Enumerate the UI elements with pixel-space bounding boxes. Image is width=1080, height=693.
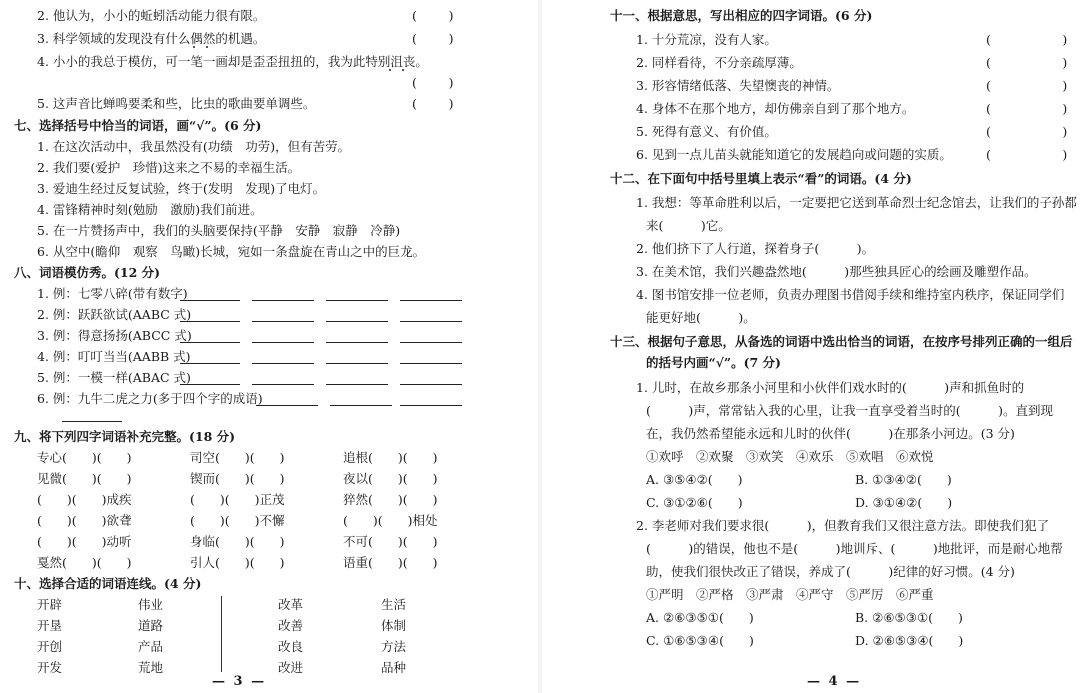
answer-blank[interactable] <box>252 363 314 364</box>
q7-item[interactable]: 6. 从空中(瞻仰 观察 鸟瞰)长城，宛如一条盘旋在青山之中的巨龙。 <box>37 244 426 259</box>
q9-cell[interactable]: 身临( )( ) <box>190 534 285 549</box>
emphasis-dot <box>402 69 404 71</box>
q6-answer-5[interactable]: ( ) <box>412 96 454 111</box>
emphasis-dot <box>193 46 195 48</box>
q11-answer[interactable]: ( ) <box>986 147 1068 162</box>
q6-answer-2[interactable]: ( ) <box>412 8 454 23</box>
q9-cell[interactable]: ( )( )不懈 <box>190 513 285 528</box>
answer-blank[interactable] <box>400 384 462 385</box>
q13-1-option-b[interactable]: B. ①③④②( ) <box>855 472 952 487</box>
q13-1-line[interactable]: ( )声，常常钻入我的心里，让我一直享受着当时的( )。直到现 <box>646 403 1054 418</box>
q10-word[interactable]: 伟业 <box>138 597 164 612</box>
q13-1-line[interactable]: 在，我仍然希望能永远和儿时的伙伴( )在那条小河边。(3 分) <box>646 426 1015 441</box>
answer-blank[interactable] <box>326 363 388 364</box>
q10-word[interactable]: 道路 <box>138 618 164 633</box>
q8-item: 3. 例：得意扬扬(ABCC 式) <box>37 328 192 343</box>
q13-2-line[interactable]: 2. 李老师对我们要求很( )，但教育我们又很注意方法。即使我们犯了 <box>636 518 1050 533</box>
q13-2-option-a[interactable]: A. ②⑥③⑤①( ) <box>646 610 754 625</box>
q9-cell[interactable]: ( )( )动听 <box>37 534 132 549</box>
q10-title: 十、选择合适的词语连线。(4 分) <box>14 576 202 591</box>
q8-item: 4. 例：叮叮当当(AABB 式) <box>37 349 191 364</box>
q9-cell[interactable]: 夜以( )( ) <box>343 471 438 486</box>
q9-cell[interactable]: ( )( )成疾 <box>37 492 132 507</box>
q11-item: 5. 死得有意义、有价值。 <box>636 124 777 139</box>
emphasis-dot <box>206 46 208 48</box>
q7-title: 七、选择括号中恰当的词语，画“√”。(6 分) <box>14 118 262 133</box>
q10-word[interactable]: 品种 <box>381 660 407 675</box>
q11-item: 1. 十分荒凉，没有人家。 <box>636 32 777 47</box>
q13-title: 十三、根据句子意思，从备选的词语中选出恰当的词语，在按序号排列正确的一组后 <box>610 334 1073 349</box>
q13-2-option-c[interactable]: C. ①⑥⑤③④( ) <box>646 633 754 648</box>
q9-cell[interactable]: 戛然( )( ) <box>37 555 132 570</box>
answer-blank[interactable] <box>400 342 462 343</box>
q10-word[interactable]: 改善 <box>278 618 304 633</box>
q10-word[interactable]: 开辟 <box>37 597 63 612</box>
emphasis-dot <box>389 69 391 71</box>
page-number: — 4 — <box>807 674 862 689</box>
answer-blank[interactable] <box>62 421 122 422</box>
q10-word[interactable]: 生活 <box>381 597 407 612</box>
q13-1-option-a[interactable]: A. ③⑤④②( ) <box>646 472 743 487</box>
q10-word[interactable]: 荒地 <box>138 660 164 675</box>
q13-1-option-c[interactable]: C. ③①②⑥( ) <box>646 495 743 510</box>
q9-cell[interactable]: 专心( )( ) <box>37 450 132 465</box>
right-page <box>542 0 1080 693</box>
q12-line[interactable]: 来( )它。 <box>646 218 731 233</box>
q11-title: 十一、根据意思，写出相应的四字词语。(6 分) <box>610 8 873 23</box>
q13-1-line[interactable]: 1. 儿时，在故乡那条小河里和小伙伴们戏水时的( )声和抓鱼时的 <box>636 380 1025 395</box>
answer-blank[interactable] <box>326 321 388 322</box>
answer-blank[interactable] <box>256 405 318 406</box>
q9-cell[interactable]: ( )( )欲聋 <box>37 513 132 528</box>
q6-item-3: 3. 科学领域的发现没有什么偶然的机遇。 <box>37 31 266 46</box>
q10-word[interactable]: 体制 <box>381 618 407 633</box>
answer-blank[interactable] <box>400 321 462 322</box>
answer-blank[interactable] <box>252 384 314 385</box>
q11-answer[interactable]: ( ) <box>986 78 1068 93</box>
q10-word[interactable]: 方法 <box>381 639 407 654</box>
q9-cell[interactable]: 锲而( )( ) <box>190 471 285 486</box>
q9-cell[interactable]: 语重( )( ) <box>343 555 438 570</box>
q7-item[interactable]: 3. 爱迪生经过反复试验，终于(发明 发现)了电灯。 <box>37 181 326 196</box>
q10-word[interactable]: 开创 <box>37 639 63 654</box>
q7-item[interactable]: 4. 雷锋精神时刻(勉励 激励)我们前进。 <box>37 202 263 217</box>
q13-1-choices: ①欢呼 ②欢聚 ③欢笑 ④欢乐 ⑤欢唱 ⑥欢悦 <box>646 449 934 464</box>
q13-2-choices: ①严明 ②严格 ③严肃 ④严守 ⑤严厉 ⑥严重 <box>646 587 934 602</box>
q11-item: 3. 形容情绪低落、失望懊丧的神情。 <box>636 78 840 93</box>
q11-answer[interactable]: ( ) <box>986 32 1068 47</box>
answer-blank[interactable] <box>400 300 462 301</box>
q12-line[interactable]: 3. 在美术馆，我们兴趣盎然地( )那些独具匠心的绘画及雕塑作品。 <box>636 264 1037 279</box>
q9-title: 九、将下列四字词语补充完整。(18 分) <box>14 429 236 444</box>
q6-item-5: 5. 这声音比蝉鸣要柔和些，比虫的歌曲要单调些。 <box>37 96 316 111</box>
q9-cell[interactable]: 猝然( )( ) <box>343 492 438 507</box>
q13-2-line[interactable]: 助，使我们很快改正了错误，养成了( )纪律的好习惯。(4 分) <box>646 564 1015 579</box>
q7-item[interactable]: 5. 在一片赞扬声中，我们的头脑要保持(平静 安静 寂静 冷静) <box>37 223 401 238</box>
q6-item-2: 2. 他认为，小小的蚯蚓活动能力很有限。 <box>37 8 266 23</box>
answer-blank[interactable] <box>252 321 314 322</box>
q8-item: 5. 例：一模一样(ABAC 式) <box>37 370 191 385</box>
q10-word[interactable]: 开垦 <box>37 618 63 633</box>
q9-cell[interactable]: 引人( )( ) <box>190 555 285 570</box>
answer-blank[interactable] <box>180 342 240 343</box>
q9-cell[interactable]: ( )( )相处 <box>343 513 438 528</box>
q13-title-cont: 的括号内画“√”。(7 分) <box>646 355 781 370</box>
q11-answer[interactable]: ( ) <box>986 101 1068 116</box>
q12-line: 1. 我想：等革命胜利以后，一定要把它送到革命烈士纪念馆去，让我们的子孙都 <box>636 195 1077 210</box>
q7-item[interactable]: 1. 在这次活动中，我虽然没有(功绩 功劳)，但有苦劳。 <box>37 139 351 154</box>
answer-blank[interactable] <box>252 300 314 301</box>
q9-cell[interactable]: 不可( )( ) <box>343 534 438 549</box>
q11-answer[interactable]: ( ) <box>986 55 1068 70</box>
q10-word[interactable]: 产品 <box>138 639 164 654</box>
answer-blank[interactable] <box>400 405 462 406</box>
q10-word[interactable]: 开发 <box>37 660 63 675</box>
page-number: — 3 — <box>212 674 267 689</box>
q10-word[interactable]: 改革 <box>278 597 304 612</box>
q12-line[interactable]: 能更好地( )。 <box>646 310 756 325</box>
q6-answer-3[interactable]: ( ) <box>412 31 454 46</box>
q8-item: 2. 例：跃跃欲试(AABC 式) <box>37 307 192 322</box>
q12-title: 十二、在下面句中括号里填上表示“看”的词语。(4 分) <box>610 171 912 186</box>
answer-blank[interactable] <box>326 342 388 343</box>
answer-blank[interactable] <box>180 321 240 322</box>
q13-2-option-d[interactable]: D. ②⑥⑤③④( ) <box>855 633 964 648</box>
answer-blank[interactable] <box>326 384 388 385</box>
q8-item: 6. 例：九牛二虎之力(多于四个字的成语) <box>37 391 263 406</box>
q6-answer-4[interactable]: ( ) <box>412 75 454 90</box>
q11-item: 4. 身体不在那个地方，却仿佛亲自到了那个地方。 <box>636 101 915 116</box>
answer-blank[interactable] <box>400 363 462 364</box>
q13-2-option-b[interactable]: B. ②⑥⑤③①( ) <box>855 610 963 625</box>
column-divider <box>221 596 222 672</box>
q6-item-4: 4. 小小的我总于模仿，可一笔一画却是歪歪扭扭的，我为此特别沮丧。 <box>37 54 428 69</box>
q11-item: 6. 见到一点儿苗头就能知道它的发展趋向或问题的实质。 <box>636 147 952 162</box>
q8-item: 1. 例：七零八碎(带有数字) <box>37 286 188 301</box>
q7-item[interactable]: 2. 我们要(爱护 珍惜)这来之不易的幸福生活。 <box>37 160 301 175</box>
answer-blank[interactable] <box>180 384 240 385</box>
q10-word[interactable]: 改良 <box>278 639 304 654</box>
q13-1-option-d[interactable]: D. ③①④②( ) <box>855 495 953 510</box>
answer-blank[interactable] <box>252 342 314 343</box>
q11-item: 2. 同样看待，不分亲疏厚薄。 <box>636 55 802 70</box>
q13-2-line[interactable]: ( )的错误，他也不是( )地训斥、( )地批评，而是耐心地帮 <box>646 541 1063 556</box>
q9-cell[interactable]: ( )( )正茂 <box>190 492 285 507</box>
answer-blank[interactable] <box>326 300 388 301</box>
q11-answer[interactable]: ( ) <box>986 124 1068 139</box>
q12-line[interactable]: 2. 他们挤下了人行道，探着身子( )。 <box>636 241 875 256</box>
left-page <box>0 0 538 693</box>
answer-blank[interactable] <box>180 363 240 364</box>
q9-cell[interactable]: 见微( )( ) <box>37 471 132 486</box>
answer-blank[interactable] <box>330 405 392 406</box>
q8-title: 八、词语模仿秀。(12 分) <box>14 265 161 280</box>
q9-cell[interactable]: 追根( )( ) <box>343 450 438 465</box>
q10-word[interactable]: 改进 <box>278 660 304 675</box>
q12-line: 4. 图书馆安排一位老师，负责办理图书借阅手续和维持室内秩序，保证同学们 <box>636 287 1065 302</box>
answer-blank[interactable] <box>180 300 240 301</box>
q9-cell[interactable]: 司空( )( ) <box>190 450 285 465</box>
